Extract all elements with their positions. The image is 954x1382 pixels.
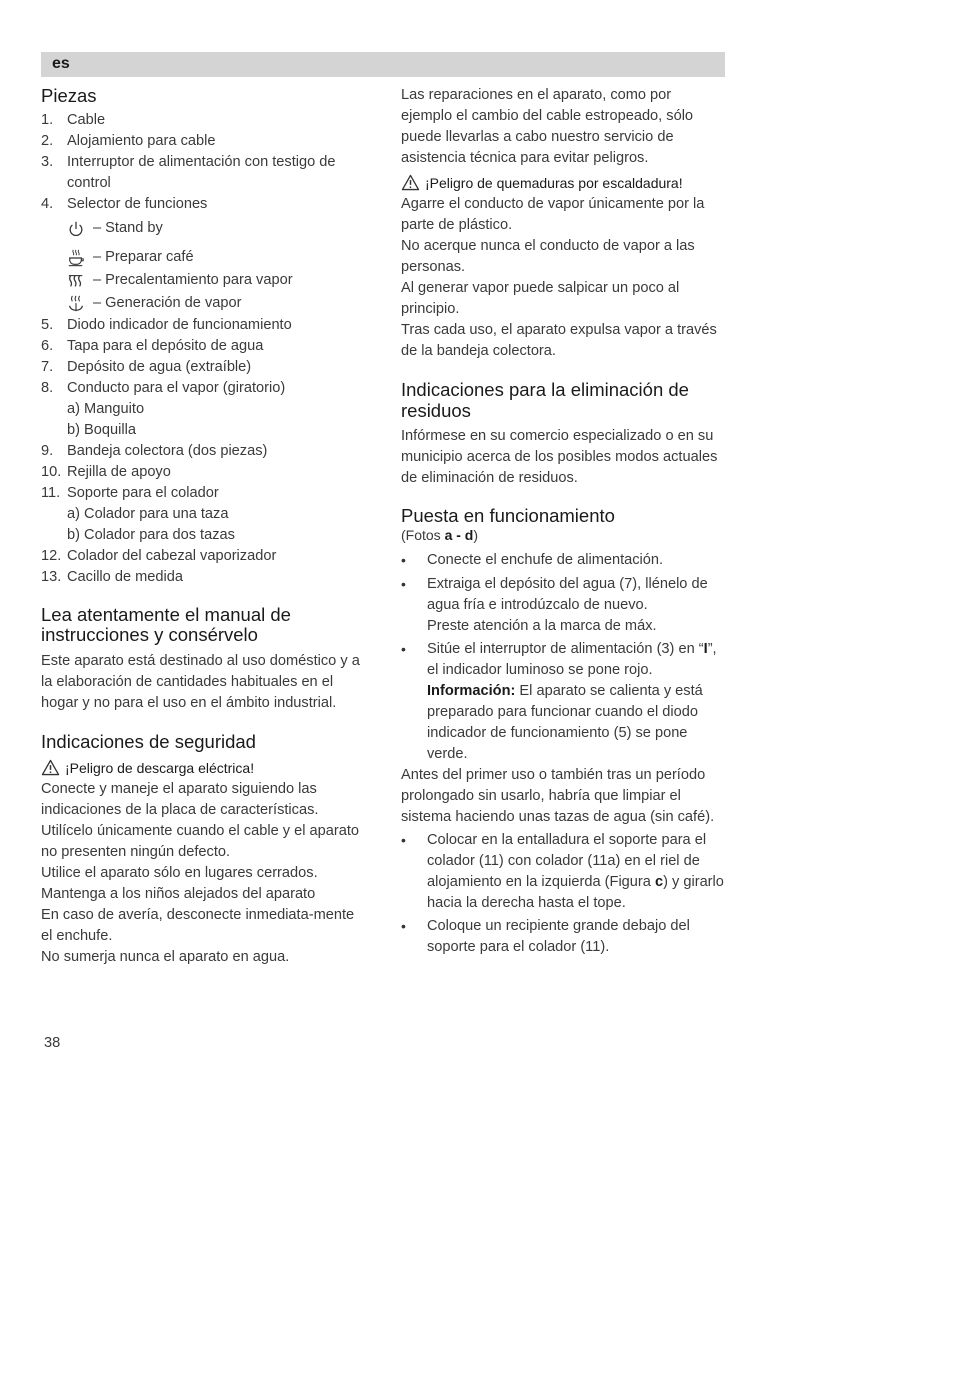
symbol-text: – Preparar café: [93, 249, 194, 265]
burn-line: Agarre el conducto de vapor únicamente por la parte de plástico.: [401, 196, 705, 233]
list-item: [41, 131, 366, 152]
list-item: [41, 546, 366, 567]
bullet-text: [427, 830, 726, 914]
figure-ref: c: [654, 874, 664, 890]
info-label: Información:: [427, 683, 516, 699]
bullet: [401, 639, 427, 765]
item-text: Interruptor de alimentación con testigo de control: [67, 154, 336, 191]
bullet-text: Conecte el enchufe de alimentación.: [427, 552, 664, 568]
warning-triangle-icon: [401, 174, 420, 191]
item-number: 9.: [41, 443, 54, 459]
symbol-preheat: [41, 269, 366, 292]
bullet-text: [427, 574, 726, 637]
warning-text: ¡Peligro de quemaduras por escaldadura!: [425, 175, 683, 191]
sub-item: b) Colador para dos tazas: [67, 527, 235, 543]
item-text: Depósito de agua (extraíble): [67, 359, 252, 375]
bullet: [401, 574, 427, 637]
parts-list-continued: [41, 546, 366, 588]
item-text: Colador del cabezal vaporizador: [67, 548, 277, 564]
item-text: Bandeja colectora (dos piezas): [67, 443, 268, 459]
switch-position: I: [703, 641, 708, 657]
list-item: [41, 110, 366, 131]
page-number: 38: [44, 1035, 61, 1051]
burn-line: No acerque nunca el conducto de vapor a las personas.: [401, 238, 695, 275]
left-column: [41, 85, 366, 968]
photos-pre: (Fotos: [401, 527, 445, 543]
photos-range: a - d: [444, 527, 474, 543]
right-column: [401, 85, 726, 960]
item-text: Diodo indicador de funcionamiento: [67, 317, 292, 333]
item-number: 3.: [41, 154, 54, 170]
bullet-text-part: ”, el indicador luminoso se pone rojo.: [427, 641, 717, 678]
bullet-text-part: ) y girarlo hacia la derecha hasta el tope.: [427, 874, 724, 911]
safety-line: Conecte y maneje el aparato siguiendo las indicaciones de la placa de características.: [41, 781, 319, 818]
photos-reference: [401, 526, 726, 544]
safety-line: Utilice el aparato sólo en lugares cerrados.: [41, 865, 318, 881]
item-text: Tapa para el depósito de agua: [67, 338, 264, 354]
list-item: [401, 639, 726, 765]
item-text: Cacillo de medida: [67, 569, 184, 585]
symbol-coffee: [41, 246, 366, 269]
list-item: [41, 378, 366, 399]
item-number: 1.: [41, 112, 54, 128]
list-item: [41, 462, 366, 483]
disposal-text: Infórmese en su comercio especializado o en su municipio acerca de los posibles modos actuales de eliminación de residuos.: [401, 428, 718, 486]
list-item: [41, 152, 366, 194]
safety-title: Indicaciones de seguridad: [41, 731, 256, 752]
safety-line: Utilícelo únicamente cuando el cable y el aparato no presenten ningún defecto.: [41, 823, 360, 860]
sub-item: a) Colador para una taza: [67, 506, 229, 522]
photos-post: ): [473, 527, 479, 543]
symbol-text: – Precalentamiento para vapor: [93, 272, 293, 288]
burn-warning: [401, 173, 726, 194]
language-code: es: [52, 55, 70, 72]
item-text: Soporte para el colador: [67, 485, 219, 501]
list-item: [41, 441, 366, 462]
list-item: [41, 315, 366, 336]
item-number: 13.: [41, 569, 62, 585]
parts-list-continued: [41, 315, 366, 399]
language-header-bar: [41, 52, 725, 77]
bullet-text-part: Sitúe el interruptor de alimentación (3) en “: [427, 641, 704, 657]
disposal-title: Indicaciones para la eliminación de residuos: [401, 379, 689, 421]
item-text: Conducto para el vapor (giratorio): [67, 380, 286, 396]
item-number: 5.: [41, 317, 54, 333]
bullet: [401, 916, 427, 958]
symbol-text: – Generación de vapor: [93, 295, 242, 311]
coffee-cup-icon: [67, 249, 85, 267]
bullet-text: Coloque un recipiente grande debajo del soporte para el colador (11).: [427, 918, 690, 955]
item-number: 11.: [41, 485, 61, 501]
preheat-steam-icon: [67, 272, 85, 290]
list-item: [41, 336, 366, 357]
repair-text: Las reparaciones en el aparato, como por ejemplo el cambio del cable estropeado, sólo puede llevarlas a cabo nuestro servicio de asistencia técnica para evitar peligros.: [401, 87, 694, 166]
warning-triangle-icon: [41, 759, 60, 776]
item-number: 4.: [41, 196, 54, 212]
item-text: Alojamiento para cable: [67, 133, 216, 149]
safety-line: En caso de avería, desconecte inmediata-mente el enchufe.: [41, 907, 355, 944]
item-number: 12.: [41, 548, 62, 564]
list-item: [41, 483, 366, 504]
burn-line: Al generar vapor puede salpicar un poco al principio.: [401, 280, 680, 317]
item-number: 8.: [41, 380, 54, 396]
first-use-bullets: [401, 830, 726, 958]
parts-list: [41, 110, 366, 215]
sub-item: b) Boquilla: [67, 422, 136, 438]
read-manual-title: Lea atentamente el manual de instrucciones y consérvelo: [41, 604, 291, 645]
safety-line: Mantenga a los niños alejados del aparato: [41, 886, 316, 902]
electric-warning: [41, 758, 366, 779]
power-icon: [67, 220, 85, 238]
burn-line: Tras cada uso, el aparato expulsa vapor a través de la bandeja colectora.: [401, 322, 717, 359]
item-text: Cable: [67, 112, 106, 128]
parts-list-continued: [41, 441, 366, 504]
list-item: [401, 830, 726, 914]
item-text: Selector de funciones: [67, 196, 208, 212]
list-item: [401, 550, 726, 572]
list-item: [401, 574, 726, 637]
list-item: [41, 357, 366, 378]
item-number: 7.: [41, 359, 54, 375]
list-item: [41, 194, 366, 215]
bullet-text-note: Preste atención a la marca de máx.: [427, 618, 657, 634]
warning-text: ¡Peligro de descarga eléctrica!: [65, 760, 255, 776]
parts-title: Piezas: [41, 85, 97, 106]
start-bullets: [401, 550, 726, 765]
list-item: [41, 567, 366, 588]
item-text: Rejilla de apoyo: [67, 464, 171, 480]
symbol-standby: [41, 217, 366, 240]
bullet-text: [427, 639, 726, 765]
bullet-text-main: Extraiga el depósito del agua (7), llénelo de agua fría e introdúzcalo de nuevo.: [427, 576, 708, 613]
bullet: [401, 830, 427, 914]
sub-item: a) Manguito: [67, 401, 145, 417]
bullet: [401, 550, 427, 572]
item-number: 6.: [41, 338, 54, 354]
bullet-text-part: Colocar en la entalladura el soporte para el colador (11) con colador (11a) en el riel de alojamiento en la izquierda (Figura: [427, 832, 707, 890]
item-number: 2.: [41, 133, 54, 149]
read-manual-text: Este aparato está destinado al uso doméstico y a la elaboración de cantidades habituales en el hogar y no para el uso en el ámbito industrial.: [41, 653, 360, 711]
safety-line: No sumerja nunca el aparato en agua.: [41, 949, 290, 965]
symbol-text: – Stand by: [93, 220, 163, 236]
list-item: [401, 916, 726, 958]
symbol-steam: [41, 292, 366, 315]
steam-generation-icon: [67, 295, 85, 313]
item-number: 10.: [41, 464, 62, 480]
first-use-text: Antes del primer uso o también tras un período prolongado sin usarlo, habría que limpiar el sistema haciendo unas tazas de agua (sin café).: [401, 767, 715, 825]
info-text: El aparato se calienta y está preparado para funcionar cuando el diodo indicador de funcionamiento (5) se pone verde.: [427, 683, 703, 762]
start-title: Puesta en funcionamiento: [401, 505, 615, 526]
